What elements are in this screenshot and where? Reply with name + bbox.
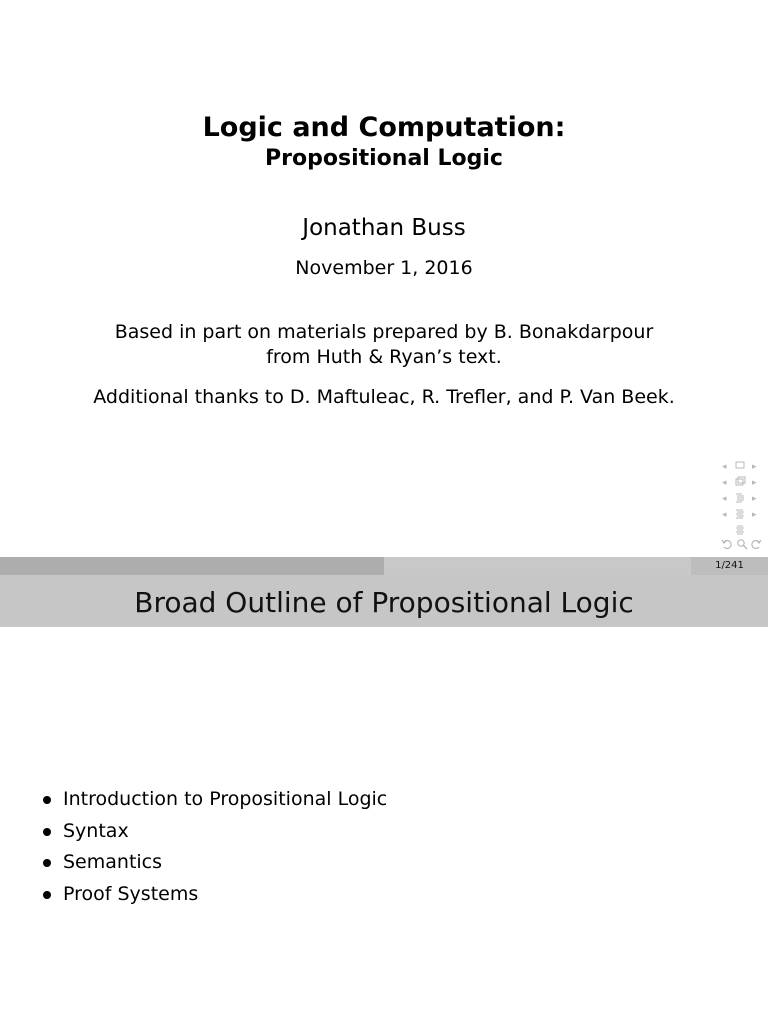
navigation-symbols — [720, 460, 764, 552]
slide-title: Logic and Computation: — [202, 112, 566, 143]
thanks-text: Additional thanks to D. Maftuleac, R. Trefler, and P. Van Beek. — [93, 386, 675, 408]
prev-frame-arrow-icon[interactable]: ◂ — [722, 478, 727, 488]
next-section-arrow-icon[interactable]: ▸ — [752, 510, 757, 520]
subsection-icon[interactable] — [735, 492, 745, 509]
footline-bar — [0, 557, 768, 575]
prev-slide-arrow-icon[interactable]: ◂ — [722, 462, 727, 472]
undo-icon[interactable] — [721, 538, 733, 554]
prev-subsection-arrow-icon[interactable]: ◂ — [722, 494, 727, 504]
presentation-date: November 1, 2016 — [295, 257, 473, 279]
search-icon[interactable] — [736, 538, 748, 554]
list-item-label: Semantics — [63, 851, 163, 873]
prev-section-arrow-icon[interactable]: ◂ — [722, 510, 727, 520]
list-item-label: Proof Systems — [63, 882, 199, 905]
bullet-icon — [43, 828, 51, 836]
credits-line-2: from Huth & Ryan’s text. — [266, 346, 502, 368]
slide-icon[interactable] — [735, 460, 745, 475]
list-item — [0, 847, 768, 879]
section-icon[interactable] — [735, 508, 745, 525]
nav-row-section — [720, 508, 764, 522]
list-item-label: Introduction to Propositional Logic — [63, 788, 388, 810]
page-number: 1/241 — [691, 557, 768, 575]
bullet-icon — [43, 796, 51, 804]
credits-text — [0, 320, 768, 370]
nav-row-frame — [720, 476, 764, 490]
redo-icon[interactable] — [750, 538, 762, 554]
nav-row-actions — [720, 538, 764, 552]
nav-row-slide — [720, 460, 764, 474]
next-slide-arrow-icon[interactable]: ▸ — [752, 462, 757, 472]
frame-title-bar — [0, 575, 768, 627]
next-subsection-arrow-icon[interactable]: ▸ — [752, 494, 757, 504]
list-item-label: Syntax — [63, 819, 129, 842]
list-item — [0, 784, 768, 816]
progress-bar — [0, 557, 384, 575]
nav-row-document — [720, 524, 764, 538]
frame-title: Broad Outline of Propositional Logic — [134, 586, 634, 619]
nav-row-subsection — [720, 492, 764, 506]
bullet-icon — [43, 859, 51, 867]
list-item — [0, 816, 768, 848]
list-item — [0, 879, 768, 911]
outline-list — [0, 784, 768, 910]
credits-line-1: Based in part on materials prepared by B. Bonakdarpour — [114, 321, 654, 343]
frame-icon[interactable] — [735, 476, 747, 491]
slide-subtitle: Propositional Logic — [265, 146, 503, 171]
next-frame-arrow-icon[interactable]: ▸ — [752, 478, 757, 488]
bullet-icon — [43, 891, 51, 899]
author-name: Jonathan Buss — [302, 215, 466, 241]
